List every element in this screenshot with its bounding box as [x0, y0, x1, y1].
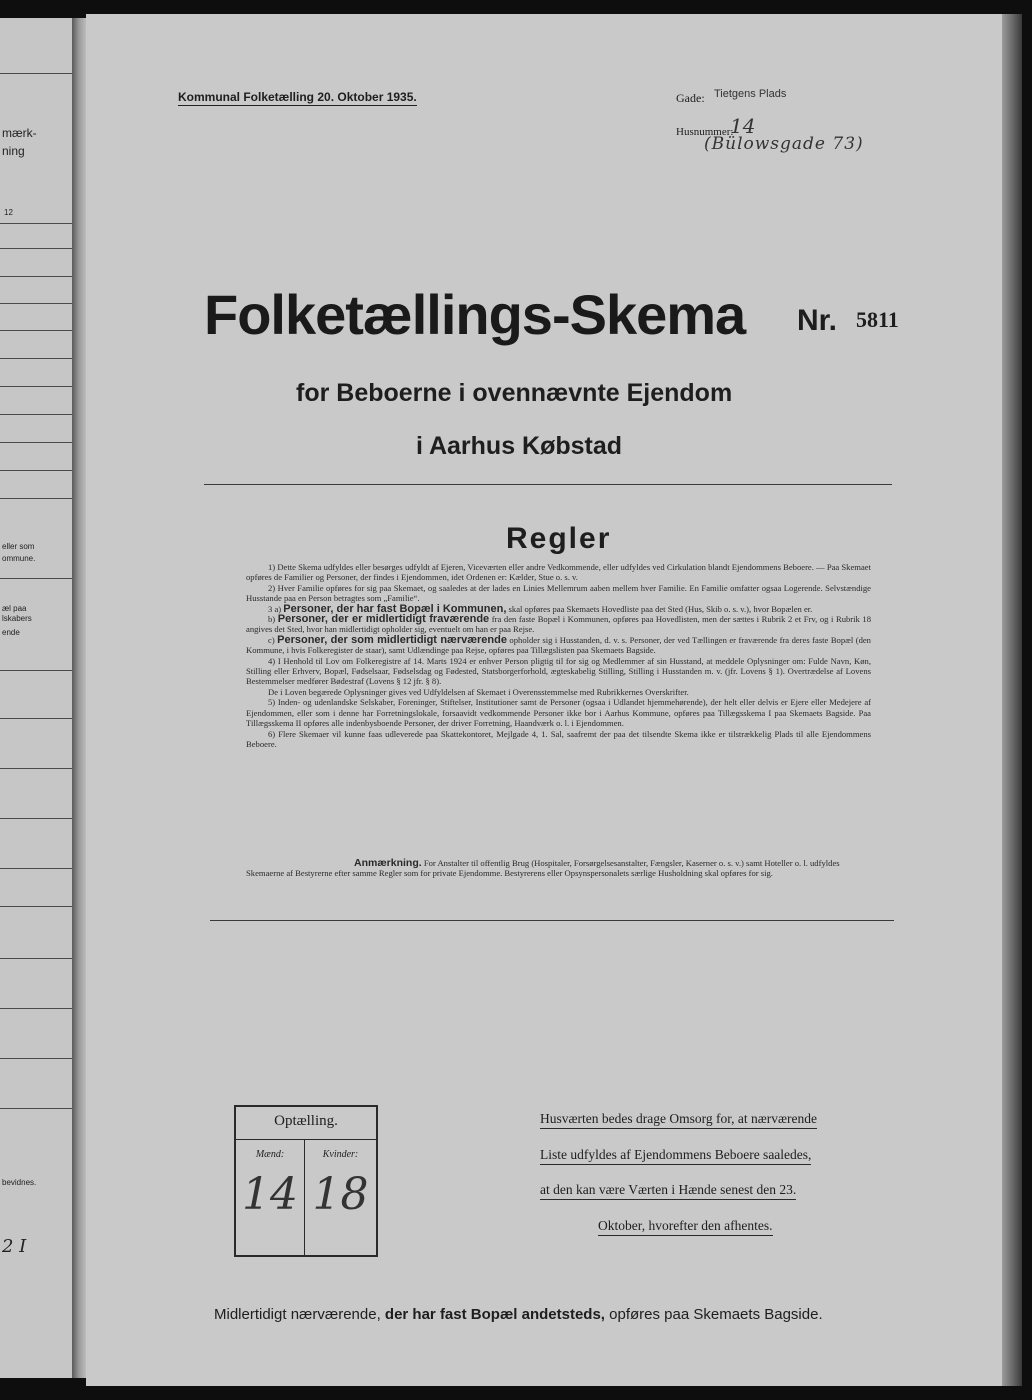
rule-paragraph: 1) Dette Skema udfyldes eller besørges udfyldt af Ejeren, Viceværten eller andre Vedkommende, eller udfyldes ved Cirkulation blandt Ejendommens Beboere. — Paa Skemaet opføres de Familier og Personer, der findes i Ejendommen, idet Ordenen er: Kælder, Stue o. s. v. [246, 562, 871, 583]
men-label: Mænd: [255, 1149, 285, 1160]
rule-paragraph: 4) I Henhold til Lov om Folkeregistre af 14. Marts 1924 er enhver Person pligtig til for sig og Medlemmer af sin Husstand, at meddele Oplysninger om: Fulde Navn, Køn, Stilling eller Erhverv, Bopæl, Fødselsaar, Fødselsdag og Fødested, Statsborgerforhold, ægteskabelig Stilling, Stilling i Husstanden m. v. (jfr. Lovens § 1). Overtrædelse af Lovens Bestemmelser medfører Bødestraf (Lovens § 12 jfr. § 8). [246, 655, 871, 687]
rule-text: skal opføres paa Skemaets Hovedliste paa det Sted (Hus, Skib o. s. v.), hvor Bopælen er. [508, 603, 813, 614]
remark-text: For Anstalter til offentlig Brug (Hospitaler, Forsørgelsesanstalter, Fængsler, Kaserner o. s. v.) samt Hoteller o. l. udfyldes Skemaerne af Bestyrerne efter samme Regler som for private Ejendomme. Bestyrerens eller Opsynspersonalets særlige Husholdning skal opføres for sig. [246, 858, 840, 879]
divider [204, 484, 892, 485]
book-gutter [72, 18, 86, 1378]
rule-paragraph: De i Loven begærede Oplysninger gives ved Udfyldelsen af Skemaet i Overensstemmelse med Rubrikkernes Overskrifter. [268, 686, 689, 697]
left-fragment: ommune. [2, 554, 36, 563]
left-fragment: eller som [2, 542, 35, 551]
footer-part: Midlertidigt nærværende, [214, 1306, 381, 1323]
left-fragment: ning [2, 144, 25, 158]
left-fragment: ende [2, 628, 20, 637]
form-subtitle: for Beboerne i ovennævnte Ejendom [296, 379, 733, 407]
street-value: Tietgens Plads [714, 88, 787, 100]
left-fragment: æl paa [2, 604, 27, 613]
form-title: Folketællings-Skema [204, 283, 746, 346]
form-subtitle-city: i Aarhus Købstad [416, 432, 623, 460]
landlord-notice-line: Husværten bedes drage Omsorg for, at nærværende [540, 1111, 817, 1129]
street-label: Gade: [676, 91, 705, 105]
remark [246, 858, 871, 879]
rule-heading: Personer, der er midlertidigt fraværende [277, 613, 490, 626]
house-number-label: Husnummer: [676, 126, 734, 138]
rule-heading: Personer, der har fast Bopæl i Kommunen, [283, 602, 507, 615]
left-fragment: 12 [4, 208, 13, 217]
form-number-value: 5811 [856, 307, 899, 332]
left-fragment: lskabers [2, 614, 32, 623]
remark-label: Anmærkning. [354, 857, 422, 869]
rule-paragraph [246, 635, 871, 656]
women-label: Kvinder: [322, 1149, 359, 1160]
left-page-strip [0, 18, 72, 1378]
landlord-notice-line: Liste udfyldes af Ejendommens Beboere saaledes, [540, 1147, 811, 1165]
rules-heading: Regler [506, 522, 612, 555]
rule-text: opholder sig i Husstanden, d. v. s. Personer, der ved Tællingen er fraværende fra deres faste Bopæl (den Kommune, i hvis Folkeregister de staar), samt Udlændinge paa Rejse, opføres paa Tillægslisten paa Skemaets Bagside. [246, 634, 871, 656]
form-number-label: Nr. [797, 304, 838, 337]
rule-heading: Personer, der som midlertidigt nærværende [277, 633, 507, 646]
rule-paragraph: 6) Flere Skemaer vil kunne faas udleverede paa Skattekontoret, Mejlgade 4, 1. Sal, saafremt der paa det tilsendte Skema ikke er tilstrækkelig Plads til alle Ejendommens Beboere. [246, 728, 871, 749]
rules-body [246, 562, 871, 749]
rule-number: 3 a) [268, 603, 282, 614]
count-divider [236, 1139, 376, 1140]
divider [210, 920, 894, 921]
women-count: 18 [312, 1169, 369, 1220]
landlord-notice-line: Oktober, hvorefter den afhentes. [598, 1218, 773, 1236]
footer-note [214, 1306, 823, 1323]
left-fragment: bevidnes. [2, 1178, 37, 1187]
left-fragment: mærk- [2, 126, 37, 140]
page-edge [1002, 14, 1022, 1386]
census-form-page [86, 14, 1002, 1386]
house-number-value: 14 [730, 114, 756, 138]
men-count: 14 [242, 1169, 298, 1220]
house-number-alt: (Bülowsgade 73) [704, 134, 864, 154]
rule-paragraph: 5) Inden- og udenlandske Selskaber, Foreninger, Stiftelser, Institutioner samt de Personer (ogsaa i Udlandet hjemmehørende), der helt eller delvis er Ejere eller Medejere af Ejendommen, eller som i denne har Forretningslokale, forsaavidt vedkommende Personer ikke bor i Aarhus Kommune, opføres paa Tillægsskema I paa Skemaets Bagside. Paa Tillægsskema II opføres alle indenbysboende Personer, der driver Forretning, Haandværk o. l. i Ejendommen. [246, 697, 871, 729]
count-title: Optælling. [274, 1113, 338, 1129]
rule-text: fra den faste Bopæl i Kommunen, opføres paa Hovedlisten, men der sættes i Rubrik 2 et Frv, og i Rubrik 18 angives det Sted, hvor han midlertidigt opholder sig, eventuelt om han er paa Rejse. [246, 614, 872, 635]
rule-paragraph [246, 614, 871, 635]
landlord-notice-line: at den kan være Værten i Hænde senest den 23. [540, 1182, 796, 1200]
census-header: Kommunal Folketælling 20. Oktober 1935. [178, 90, 417, 104]
rule-number: b) [268, 614, 276, 625]
footer-part: opføres paa Skemaets Bagside. [609, 1306, 823, 1323]
count-box [234, 1105, 378, 1257]
rule-paragraph: 2) Hver Familie opføres for sig paa Skemaet, og saaledes at der lades en Linies Mellemrum aaben mellem hver Familie. En Familie omfatter ogsaa Logerende. Selvstændige Husstande paa en Person betragtes som „Familie“. [246, 582, 871, 604]
rule-number: c) [268, 634, 275, 645]
footer-part-bold: der har fast Bopæl andetsteds, [384, 1306, 605, 1323]
left-fragment: 2 I [2, 1236, 27, 1257]
